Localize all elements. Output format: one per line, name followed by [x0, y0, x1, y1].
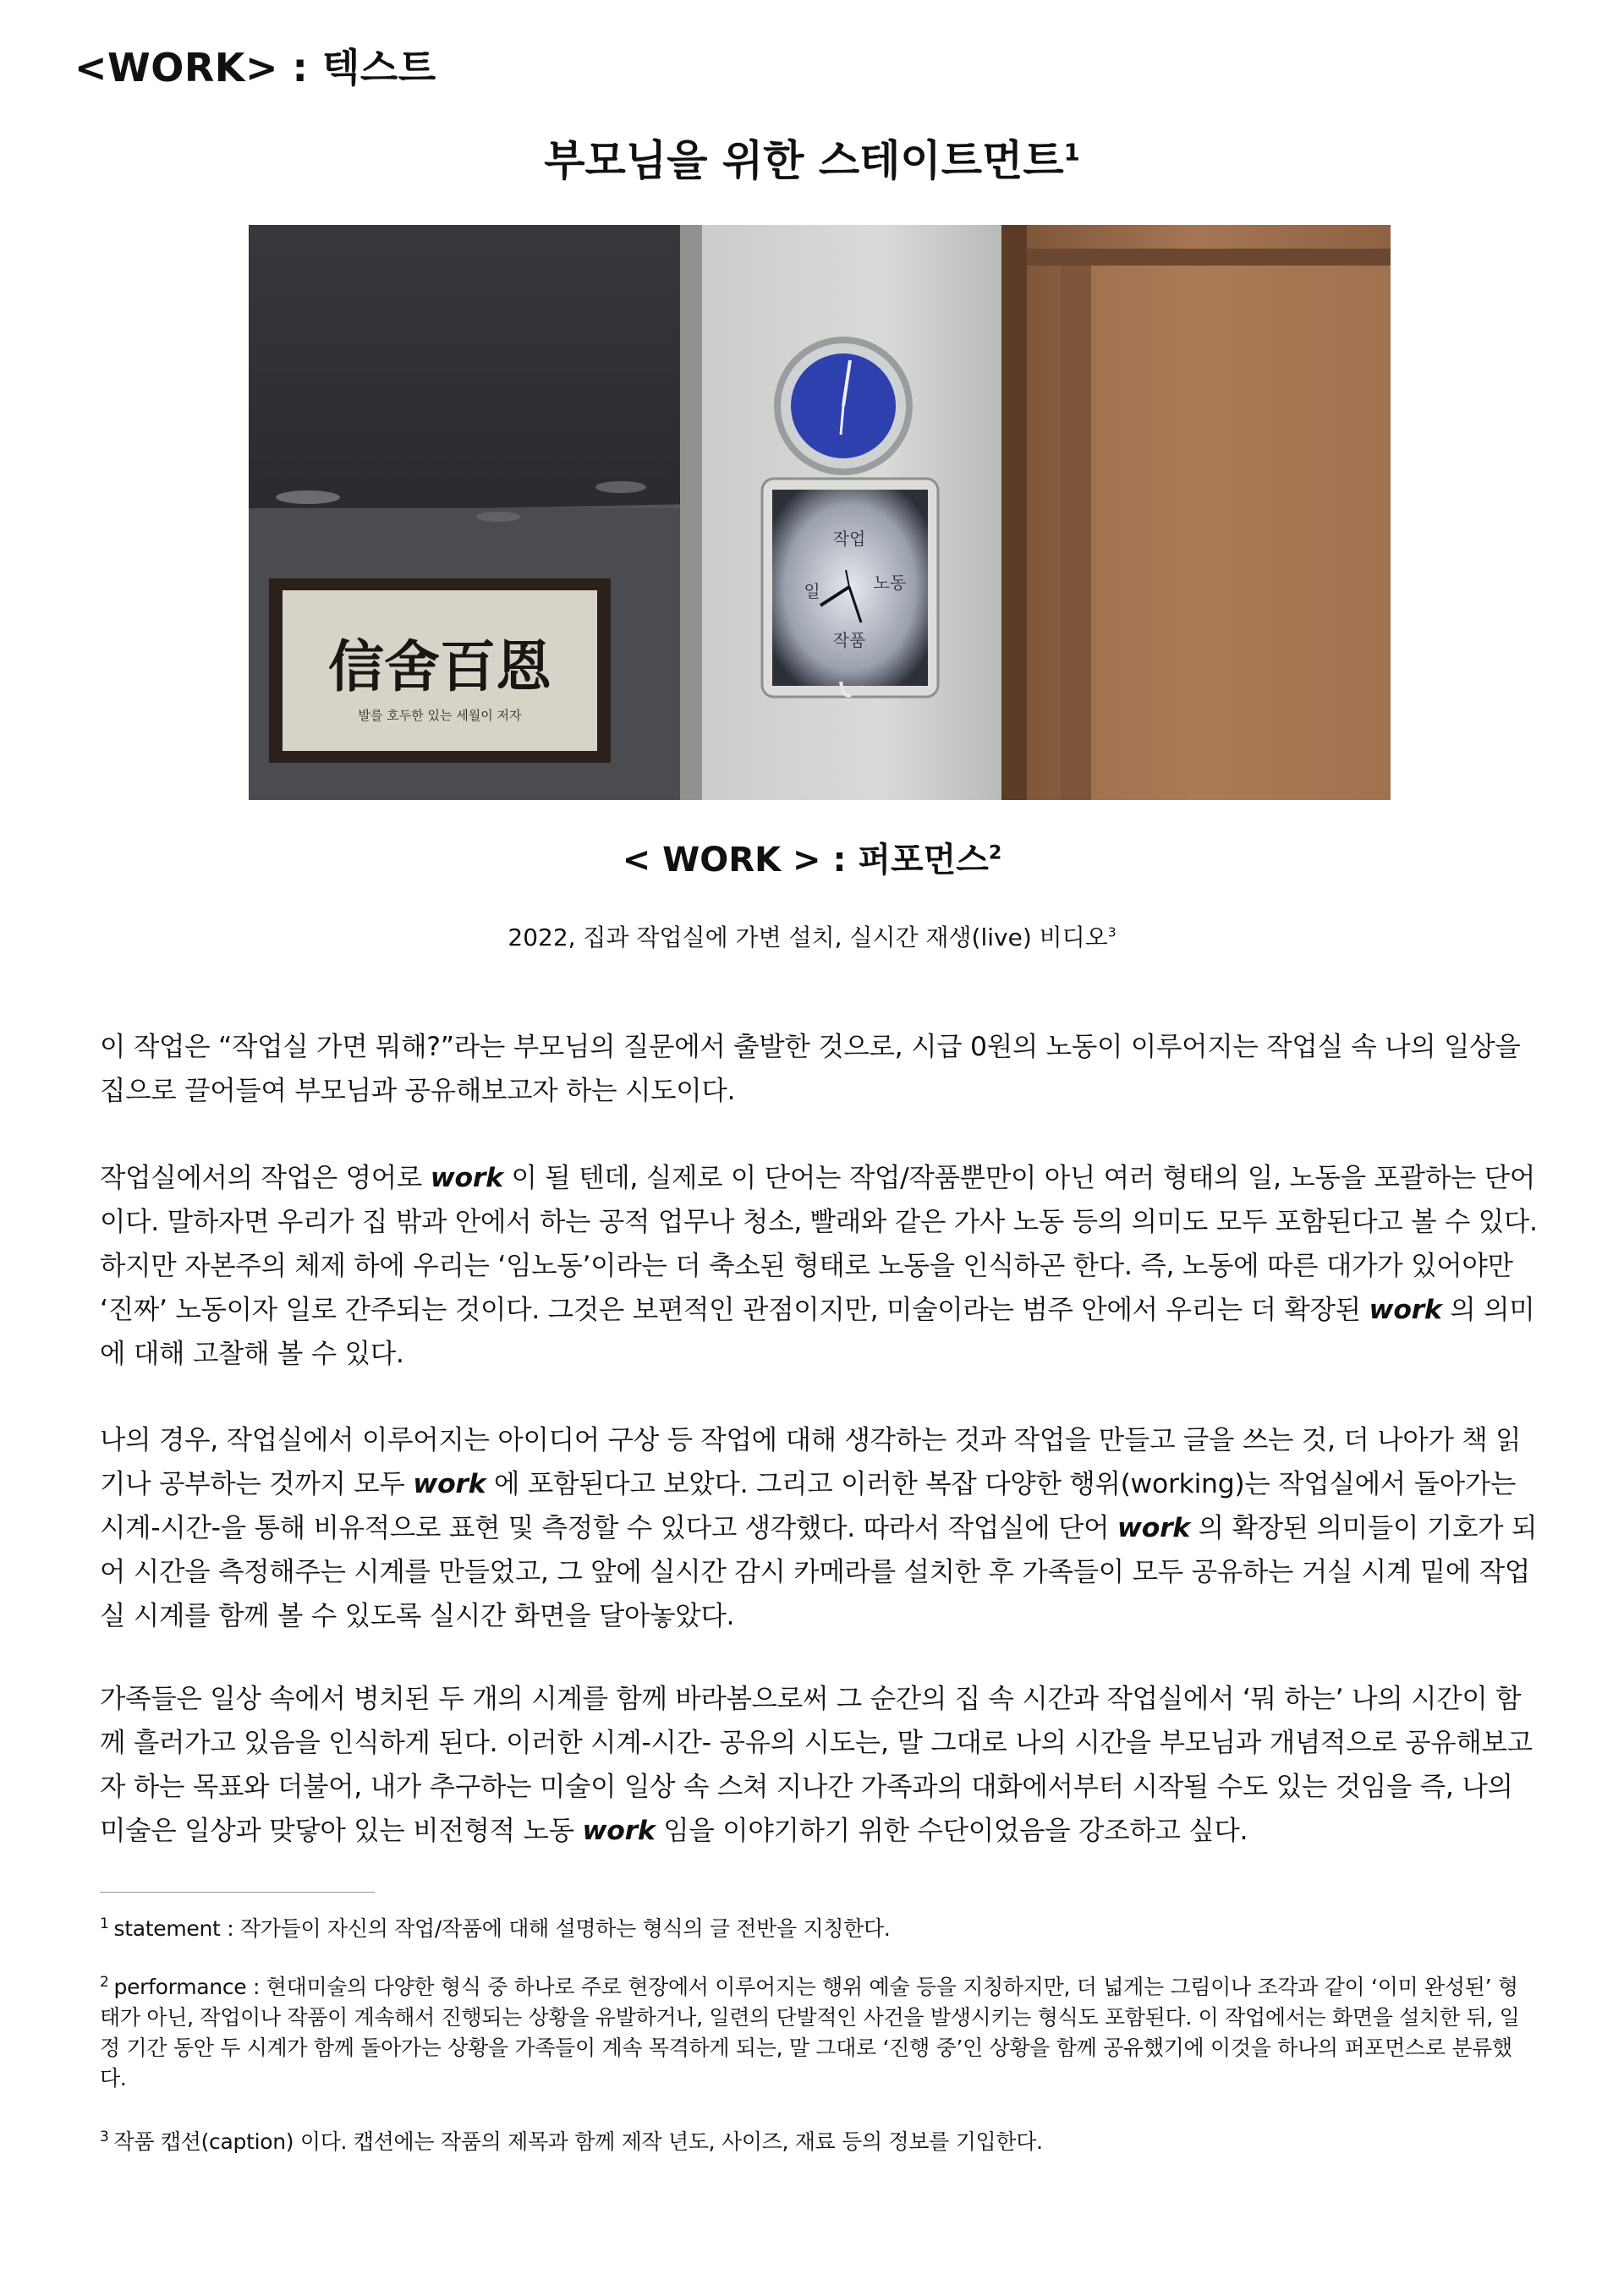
frame-subtext: 발를 호두한 있는 세월이 저자: [358, 708, 522, 723]
page-title: [0, 127, 1624, 188]
paragraph-3: [100, 1418, 1546, 1638]
paragraph-2: [100, 1156, 1546, 1376]
paragraph-4-part: 가족들은 일상 속에서 병치된 두 개의 시계를 함께 바라봄으로써 그 순간의 집 속 시간과 작업실에서 ‘뭐 하는’ 나의 시간이 함께 흘러가고 있음을 인식하게 된다. 이러한 시계-시간- 공유의 시도는, 말 그대로 나의 시간을 부모님과 개념적으로 공유해보고자 하는 목표와 더불어, 내가 추구하는 미술이 일상 속 스쳐 지나간 가족과의 대화에서부터 시작될 수도 있는 것임을 즉, 나의 미술은 일상과 맞닿아 있는 비전형적 노동: [100, 1684, 1533, 1846]
work-title-text: < WORK > : 퍼포먼스: [622, 841, 989, 879]
paragraph-4: [100, 1677, 1546, 1853]
work-keyword: work: [413, 1469, 486, 1499]
paragraph-3-part: 에 포함된다고 보았다. 그리고 이러한 복잡 다양한 행위(working)는 작업실에서 돌아가는 시계-시간-을 통해 비유적으로 표현 및 측정할 수 있다고 생각했다. 따라서 작업실에 단어: [100, 1469, 1517, 1543]
tablet-label-bottom: 작품: [832, 630, 866, 650]
footnote-2: [100, 1972, 1538, 2094]
footnote-text: 작품 캡션(caption) 이다. 캡션에는 작품의 제목과 함께 제작 년도, 사이즈, 재료 등의 정보를 기입한다.: [113, 2129, 1043, 2154]
footnote-mark: 3: [100, 2128, 109, 2145]
paragraph-3-part: 의 확장된 의미들이 기호가 되어 시간을 측정해주는 시계를 만들었고, 그 앞에 실시간 감시 카메라를 설치한 후 가족들이 모두 공유하는 거실 시계 밑에 작업실 시계를 함께 볼 수 있도록 실시간 화면을 달아놓았다.: [100, 1513, 1538, 1631]
paragraph-4-part: 임을 이야기하기 위한 수단이었음을 강조하고 싶다.: [655, 1816, 1248, 1846]
footnote-text: performance : 현대미술의 다양한 형식 중 하나로 주로 현장에서 이루어지는 행위 예술 등을 지칭하지만, 더 넓게는 그림이나 조각과 같이 ‘이미 완성된’ 형태가 아닌, 작업이나 작품이 계속해서 진행되는 상황을 유발하거나, 일련의 단발적인 사건을 발생시키는 형식도 포함된다. 이 작업에서는 화면을 설치한 뒤, 일정 기간 동안 두 시계가 함께 돌아가는 상황을 가족들이 계속 목격하게 되는, 말 그대로 ‘진행 중’인 상황을 함께 공유했기에 이것을 하나의 퍼포먼스로 분류했다.: [100, 1975, 1520, 2091]
footnote-1: [100, 1914, 1538, 1944]
footnote-mark: 1: [100, 1915, 109, 1932]
paragraph-2-part: 작업실에서의 작업은 영어로: [100, 1163, 431, 1193]
paragraph-1-text: 이 작업은 “작업실 가면 뭐해?”라는 부모님의 질문에서 출발한 것으로, 시급 0원의 노동이 이루어지는 작업실 속 나의 일상을 집으로 끌어들여 부모님과 공유해보고자 하는 시도이다.: [100, 1032, 1521, 1106]
footnote-mark: 2: [100, 1973, 109, 1991]
work-title-footnote-ref: 2: [988, 842, 1002, 864]
tablet-label-top: 작업: [832, 529, 866, 549]
work-caption: [0, 919, 1624, 953]
paragraph-2-part: 이 될 텐데, 실제로 이 단어는 작업/작품뿐만이 아닌 여러 형태의 일, 노동을 포괄하는 단어이다. 말하자면 우리가 집 밖과 안에서 하는 공적 업무나 청소, 빨래와 같은 가사 노동 등의 의미도 모두 포함된다고 볼 수 있다. 하지만 자본주의 체제 하에 우리는 ‘임노동’이라는 더 축소된 형태로 노동을 인식하곤 한다. 즉, 노동에 따른 대가가 있어야만 ‘진짜’ 노동이자 일로 간주되는 것이다. 그것은 보편적인 관점이지만, 미술이라는 범주 안에서 우리는 더 확장된: [100, 1163, 1538, 1325]
work-keyword: work: [430, 1163, 503, 1193]
caption-text: 2022, 집과 작업실에 가변 설치, 실시간 재생(live) 비디오: [508, 923, 1108, 951]
paragraph-1: [100, 1025, 1546, 1113]
work-title: [0, 833, 1624, 881]
artwork-photo: [249, 225, 1391, 800]
frame-calligraphy: 信舍百恩: [328, 633, 551, 699]
title-footnote-ref: 1: [1063, 139, 1080, 167]
tablet-label-left: 일: [804, 581, 820, 601]
footnote-divider: [100, 1892, 375, 1893]
paragraph-2-part: 의 의미에 대해 고찰해 볼 수 있다.: [100, 1295, 1535, 1369]
caption-footnote-ref: 3: [1107, 924, 1116, 940]
work-keyword: work: [1116, 1513, 1190, 1543]
footnote-text: statement : 작가들이 자신의 작업/작품에 대해 설명하는 형식의 글 전반을 지칭한다.: [113, 1916, 891, 1941]
work-keyword: work: [582, 1816, 656, 1846]
paragraph-3-part: 나의 경우, 작업실에서 이루어지는 아이디어 구상 등 작업에 대해 생각하는 것과 작업을 만들고 글을 쓰는 것, 더 나아가 책 읽기나 공부하는 것까지 모두: [100, 1425, 1522, 1499]
title-text: 부모님을 위한 스테이트먼트: [544, 136, 1064, 185]
tablet-label-right: 노동: [873, 573, 907, 593]
footnote-3: [100, 2127, 1538, 2157]
work-keyword: work: [1369, 1295, 1442, 1325]
page-header: <WORK> : 텍스트: [74, 45, 436, 90]
